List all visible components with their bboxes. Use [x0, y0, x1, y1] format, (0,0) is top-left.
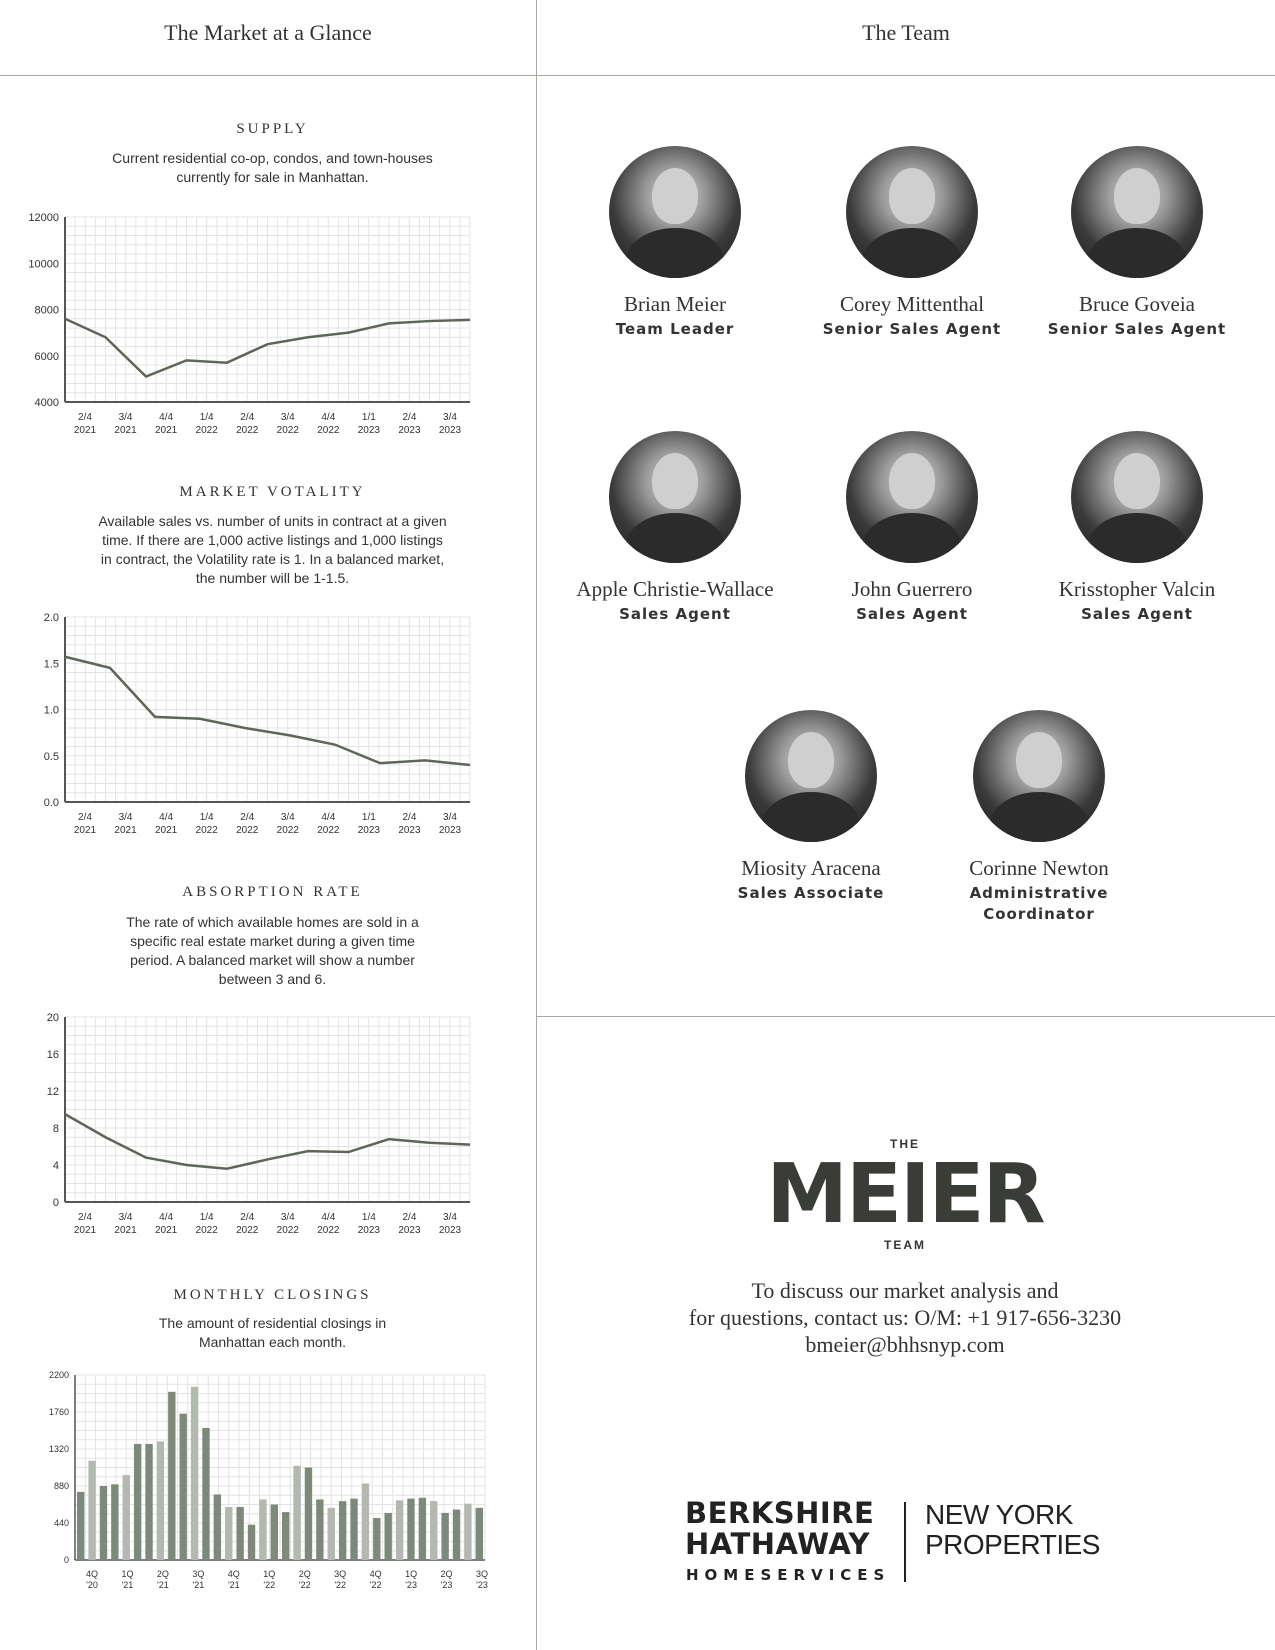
portrait-photo — [1071, 146, 1203, 278]
x-tick-label: 4/4 — [321, 1212, 336, 1223]
chart-grid — [65, 1017, 470, 1202]
x-tick-label: 2022 — [195, 425, 218, 435]
x-tick-label: 2021 — [73, 1225, 97, 1235]
member-name: John Guerrero — [851, 577, 973, 601]
closing-bar — [271, 1505, 278, 1561]
team-member-john-guerrero — [782, 431, 1042, 625]
closing-bar — [134, 1444, 141, 1560]
closing-bar — [77, 1492, 84, 1560]
member-name: Miosity Aracena — [741, 856, 881, 880]
x-tick-label: 1Q — [263, 1569, 276, 1579]
y-tick-label: 1760 — [48, 1407, 69, 1417]
x-tick-label: 3/4 — [118, 412, 133, 423]
contact-line-2: for questions, contact us: O/M: +1 917-656-3230 — [688, 1305, 1122, 1330]
x-tick-label: 3/4 — [280, 412, 295, 423]
team-member-bruce-goveia — [1007, 146, 1267, 340]
closing-bar — [350, 1499, 357, 1560]
y-tick-label: 8000 — [34, 304, 59, 317]
x-tick-label: '21 — [157, 1580, 169, 1590]
team-member-miosity-aracena — [681, 710, 941, 904]
y-tick-label: 12000 — [28, 212, 59, 224]
closings-chart-title: MONTHLY CLOSINGS — [173, 1287, 372, 1303]
x-tick-label: '21 — [121, 1580, 134, 1590]
x-tick-label: 3/4 — [443, 812, 457, 823]
brand-properties: PROPERTIES — [925, 1529, 1100, 1560]
closing-bar — [362, 1483, 369, 1560]
x-tick-label: 2/4 — [240, 1212, 255, 1223]
closing-bar — [396, 1500, 403, 1560]
x-tick-label: 2023 — [398, 1225, 421, 1235]
closing-bar — [168, 1392, 175, 1560]
x-tick-label: 1/4 — [199, 412, 214, 423]
member-name: Corinne Newton — [969, 856, 1109, 880]
x-tick-label: 3/4 — [118, 1212, 133, 1223]
x-tick-label: 2023 — [438, 1225, 462, 1235]
absorption-chart-desc: The rate of which available homes are sold in a specific real estate market during a given time period. A balanced market will show a number between 3 and 6. — [126, 914, 419, 987]
header-rule — [0, 75, 1275, 76]
x-tick-label: '23 — [405, 1580, 417, 1590]
x-tick-label: 2/4 — [240, 812, 255, 823]
x-tick-label: 3/4 — [280, 1212, 295, 1223]
closing-bar — [157, 1441, 164, 1560]
supply-chart — [0, 205, 490, 435]
market-header: The Market at a Glance — [164, 20, 372, 45]
x-tick-label: 2021 — [154, 1225, 178, 1235]
x-tick-label: 2Q — [440, 1569, 453, 1579]
x-tick-label: '21 — [192, 1580, 205, 1590]
team-member-brian-meier — [545, 146, 805, 340]
x-tick-label: 2/4 — [402, 1212, 417, 1223]
x-tick-label: 3Q — [334, 1569, 347, 1579]
x-tick-label: 4Q — [369, 1569, 382, 1579]
supply-chart-desc: Current residential co-op, condos, and town-houses currently for sale in Manhattan. — [112, 150, 433, 185]
x-tick-label: 2022 — [276, 425, 299, 435]
x-tick-label: 2/4 — [78, 1212, 92, 1223]
closing-bar — [407, 1499, 414, 1560]
brand-divider — [904, 1502, 906, 1582]
y-tick-label: 6000 — [34, 350, 59, 363]
closing-bar — [328, 1508, 335, 1560]
x-tick-label: 1/4 — [199, 1212, 214, 1223]
volatility-chart — [0, 605, 490, 835]
portrait-photo — [846, 146, 978, 278]
member-name: Bruce Goveia — [1078, 292, 1196, 316]
x-tick-label: 2023 — [357, 1225, 381, 1235]
y-tick-label: 0.5 — [43, 750, 59, 763]
closing-bar — [88, 1461, 95, 1560]
closing-bar — [282, 1512, 289, 1560]
x-tick-label: 2023 — [398, 425, 421, 435]
member-role: Administrative Coordinator — [969, 884, 1109, 923]
y-tick-label: 20 — [46, 1012, 59, 1024]
x-tick-label: 4/4 — [321, 412, 336, 423]
brand-hathaway: HATHAWAY — [685, 1527, 871, 1561]
x-tick-label: 4Q — [85, 1569, 99, 1579]
x-tick-label: 2023 — [398, 825, 421, 835]
member-role: Sales Agent — [856, 605, 968, 623]
x-tick-label: 2Q — [298, 1569, 311, 1579]
x-tick-label: 2023 — [357, 425, 381, 435]
closing-bar — [111, 1484, 118, 1560]
portrait-photo — [973, 710, 1105, 842]
x-tick-label: 1Q — [121, 1569, 134, 1579]
x-tick-label: '23 — [476, 1580, 488, 1590]
closings-chart — [0, 1365, 510, 1605]
closings-chart-desc: The amount of residential closings in Manhattan each month. — [158, 1315, 387, 1350]
team-member-corinne-newton — [909, 710, 1169, 925]
x-tick-label: 2022 — [236, 1225, 259, 1235]
x-tick-label: '23 — [440, 1580, 453, 1590]
x-tick-label: 2021 — [154, 425, 178, 435]
member-name: Corey Mittenthal — [839, 292, 985, 316]
member-role: Sales Agent — [619, 605, 731, 623]
member-role: Sales Agent — [1081, 605, 1193, 623]
contact-email: bmeier@bhhsnyp.com — [805, 1332, 1005, 1357]
x-tick-label: 4Q — [227, 1569, 240, 1579]
y-tick-label: 0.0 — [43, 797, 59, 809]
team-section-rule — [537, 1016, 1275, 1017]
y-tick-label: 8 — [52, 1123, 59, 1135]
member-role: Team Leader — [615, 320, 735, 338]
closing-bar — [248, 1525, 255, 1560]
absorption-chart-title: ABSORPTION RATE — [182, 884, 363, 900]
member-name: Krisstopher Valcin — [1058, 577, 1216, 601]
x-tick-label: 1/4 — [361, 1212, 376, 1223]
x-tick-label: 1/1 — [361, 812, 376, 823]
x-tick-label: 2022 — [236, 825, 259, 835]
closing-bar — [339, 1501, 346, 1560]
supply-chart-title: SUPPLY — [236, 121, 309, 137]
x-tick-label: 4/4 — [159, 812, 174, 823]
absorption-chart — [0, 1005, 490, 1235]
brand-homeservices: HOMESERVICES — [686, 1566, 891, 1584]
x-tick-label: '22 — [263, 1580, 276, 1590]
closing-bar — [293, 1466, 300, 1560]
x-tick-label: 3Q — [192, 1569, 205, 1579]
closing-bar — [476, 1508, 483, 1560]
closing-bar — [419, 1498, 426, 1560]
x-tick-label: 2022 — [276, 1225, 299, 1235]
x-tick-label: 4/4 — [159, 1212, 174, 1223]
x-tick-label: 2022 — [317, 825, 340, 835]
portrait-photo — [1071, 431, 1203, 563]
closing-bar — [225, 1507, 232, 1560]
x-tick-label: 2021 — [73, 825, 97, 835]
x-tick-label: 1/4 — [199, 812, 214, 823]
logo-the-text: THE — [890, 1137, 920, 1151]
team-header: The Team — [862, 20, 950, 45]
x-tick-label: 2/4 — [78, 812, 92, 823]
closing-bar — [316, 1499, 323, 1560]
y-tick-label: 0 — [52, 1197, 59, 1209]
x-tick-label: '20 — [86, 1580, 98, 1590]
closing-bar — [385, 1513, 392, 1560]
closing-bar — [123, 1475, 130, 1560]
x-tick-label: 4/4 — [159, 412, 174, 423]
closing-bar — [214, 1494, 221, 1560]
volatility-chart-title: MARKET VOTALITY — [179, 484, 366, 500]
y-tick-label: 880 — [53, 1481, 69, 1491]
y-tick-label: 1320 — [48, 1444, 69, 1454]
x-tick-label: 3/4 — [443, 1212, 457, 1223]
x-tick-label: 2023 — [438, 825, 462, 835]
x-tick-label: 2/4 — [78, 412, 92, 423]
closing-bar — [430, 1501, 437, 1560]
x-tick-label: 1Q — [405, 1569, 418, 1579]
volatility-chart-desc: Available sales vs. number of units in contract at a given time. If there are 1,000 active listings and 1,000 listings in contract, the Volatility rate is 1. In a balanced market, the number will be 1-1.5. — [98, 513, 447, 586]
closing-bar — [373, 1518, 380, 1560]
closing-bar — [305, 1468, 312, 1561]
x-tick-label: 2021 — [114, 825, 137, 835]
logo-team-text: TEAM — [884, 1238, 926, 1252]
y-tick-label: 1.0 — [43, 704, 59, 717]
x-tick-label: 1/1 — [361, 412, 376, 423]
x-tick-label: 3/4 — [280, 812, 295, 823]
y-tick-label: 4 — [52, 1160, 59, 1172]
x-tick-label: 2022 — [276, 825, 299, 835]
closing-bar — [464, 1504, 471, 1560]
closing-bar — [453, 1510, 460, 1560]
x-tick-label: 2022 — [236, 425, 259, 435]
x-tick-label: '22 — [298, 1580, 311, 1590]
x-tick-label: 2021 — [73, 425, 97, 435]
y-tick-label: 10000 — [28, 258, 59, 271]
logo-meier-wordmark: MEIER — [766, 1147, 1044, 1242]
x-tick-label: 2021 — [114, 425, 137, 435]
column-divider — [536, 0, 537, 1650]
member-name: Apple Christie-Wallace — [576, 577, 774, 601]
portrait-photo — [846, 431, 978, 563]
x-tick-label: 2/4 — [402, 412, 417, 423]
member-role: Sales Associate — [737, 884, 885, 902]
chart-grid — [65, 217, 470, 402]
y-tick-label: 440 — [53, 1518, 69, 1528]
closing-bar — [191, 1387, 198, 1560]
closing-bar — [441, 1513, 448, 1560]
x-tick-label: 2022 — [195, 825, 218, 835]
portrait-photo — [745, 710, 877, 842]
x-tick-label: 2021 — [114, 1225, 137, 1235]
team-member-apple-christie-wallace — [545, 431, 805, 625]
x-tick-label: 2023 — [357, 825, 381, 835]
team-member-corey-mittenthal — [782, 146, 1042, 340]
x-tick-label: 2022 — [195, 1225, 218, 1235]
x-tick-label: 2021 — [154, 825, 178, 835]
closing-bar — [145, 1444, 152, 1560]
y-tick-label: 16 — [46, 1049, 59, 1061]
closing-bar — [236, 1507, 243, 1560]
member-name: Brian Meier — [623, 292, 727, 316]
y-tick-label: 4000 — [34, 397, 59, 409]
brand-new-york: NEW YORK — [925, 1499, 1073, 1530]
member-role: Senior Sales Agent — [1047, 320, 1227, 338]
x-tick-label: 2Q — [156, 1569, 169, 1579]
closing-bar — [180, 1414, 187, 1560]
portrait-photo — [609, 146, 741, 278]
brand-berkshire: BERKSHIRE — [685, 1496, 875, 1530]
x-tick-label: 2/4 — [240, 412, 255, 423]
x-tick-label: 2/4 — [402, 812, 417, 823]
x-tick-label: '22 — [369, 1580, 382, 1590]
x-tick-label: 4/4 — [321, 812, 336, 823]
chart-grid — [65, 617, 470, 802]
x-tick-label: 2023 — [438, 425, 462, 435]
closing-bar — [259, 1499, 266, 1560]
team-member-krisstopher-valcin — [1007, 431, 1267, 625]
contact-info — [600, 1277, 1210, 1358]
y-tick-label: 2200 — [48, 1370, 69, 1380]
contact-line-1: To discuss our market analysis and — [751, 1278, 1059, 1303]
x-tick-label: '22 — [334, 1580, 347, 1590]
x-tick-label: 2022 — [317, 1225, 340, 1235]
x-tick-label: 3/4 — [118, 812, 133, 823]
member-role: Senior Sales Agent — [822, 320, 1002, 338]
y-tick-label: 1.5 — [43, 658, 59, 671]
portrait-photo — [609, 431, 741, 563]
x-tick-label: 2022 — [317, 425, 340, 435]
y-tick-label: 0 — [63, 1555, 69, 1565]
x-tick-label: 3/4 — [443, 412, 457, 423]
y-tick-label: 12 — [46, 1086, 59, 1098]
y-tick-label: 2.0 — [43, 612, 59, 624]
x-tick-label: '21 — [227, 1580, 240, 1590]
x-tick-label: 3Q — [475, 1569, 489, 1579]
closing-bar — [100, 1486, 107, 1560]
closing-bar — [202, 1428, 209, 1560]
